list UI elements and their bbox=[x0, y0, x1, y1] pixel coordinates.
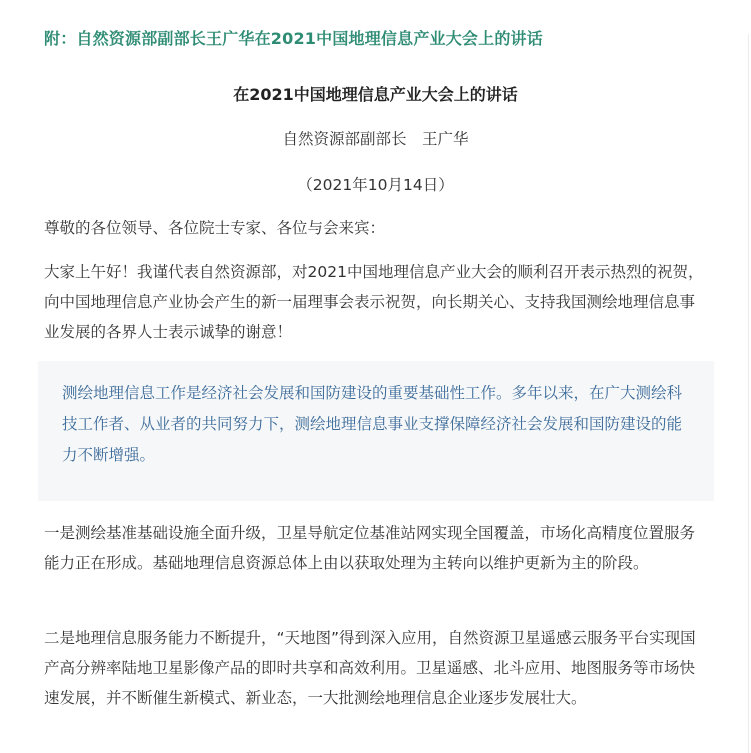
speaker-line: 自然资源部副部长 王广华 bbox=[282, 130, 469, 148]
highlight-quote-box bbox=[38, 361, 714, 501]
greeting-paragraph: 尊敬的各位领导、各位院士专家、各位与会来宾： bbox=[44, 219, 386, 237]
appendix-heading: 附：自然资源部副部长王广华在2021中国地理信息产业大会上的讲话 bbox=[44, 29, 543, 48]
speech-date: （2021年10月14日） bbox=[297, 176, 454, 194]
speech-title: 在2021中国地理信息产业大会上的讲话 bbox=[233, 85, 518, 104]
highlight-quote-text: 测绘地理信息工作是经济社会发展和国防建设的重要基础性工作。多年以来，在广大测绘科技工作者、从业者的共同努力下，测绘地理信息事业支撑保障经济社会发展和国防建设的能力不断增强。 bbox=[62, 384, 683, 464]
point-two-paragraph: 二是地理信息服务能力不断提升，“天地图”得到深入应用，自然资源卫星遥感云服务平台实现国产高分辨率陆地卫星影像产品的即时共享和高效利用。卫星遥感、北斗应用、地图服务等市场快速发展，并不断催生新模式、新业态，一大批测绘地理信息企业逐步发展壮大。 bbox=[44, 629, 696, 707]
point-one-paragraph: 一是测绘基准基础设施全面升级，卫星导航定位基准站网实现全国覆盖，市场化高精度位置服务能力正在形成。基础地理信息资源总体上由以获取处理为主转向以维护更新为主的阶段。 bbox=[44, 524, 696, 572]
intro-paragraph: 大家上午好！我谨代表自然资源部，对2021中国地理信息产业大会的顺利召开表示热烈的祝贺，向中国地理信息产业协会产生的新一届理事会表示祝贺，向长期关心、支持我国测绘地理信息事业发展的各界人士表示诚挚的谢意！ bbox=[44, 263, 704, 341]
